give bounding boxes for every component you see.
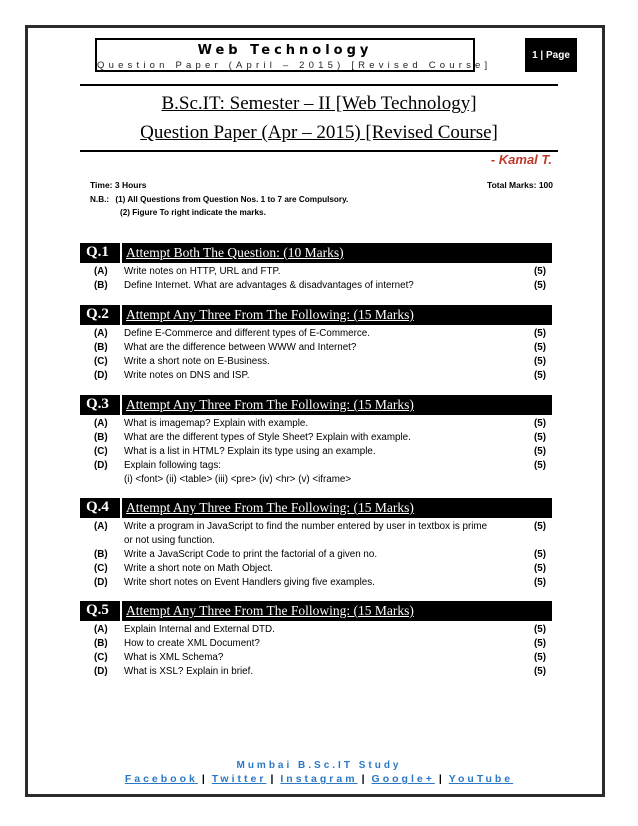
item-label: (D): [94, 370, 108, 381]
item-text: Define Internet. What are advantages & disadvantages of internet?: [124, 280, 414, 291]
item-text: Write notes on DNS and ISP.: [124, 370, 250, 381]
author-signature: - Kamal T.: [490, 152, 552, 167]
item-marks: (5): [534, 356, 546, 367]
item-text: What are the difference between WWW and Internet?: [124, 342, 357, 353]
item-text: How to create XML Document?: [124, 638, 260, 649]
item-text: What is a list in HTML? Explain its type using an example.: [124, 446, 376, 457]
running-header: [95, 38, 492, 72]
item-marks: (5): [534, 370, 546, 381]
item-label: (A): [94, 624, 108, 635]
item-marks: (5): [534, 666, 546, 677]
item-label: (B): [94, 638, 108, 649]
item-label: (A): [94, 328, 108, 339]
item-marks: (5): [534, 280, 546, 291]
question-header: [80, 243, 552, 263]
item-marks: (5): [534, 418, 546, 429]
item-text: Explain Internal and External DTD.: [124, 624, 275, 635]
item-label: (A): [94, 418, 108, 429]
question-title: Attempt Any Three From The Following: (15 Marks): [126, 603, 414, 618]
item-label: (D): [94, 460, 108, 471]
question-number: Q.1: [86, 244, 109, 260]
question-number: Q.4: [86, 499, 109, 515]
footer-separator: |: [438, 773, 445, 785]
item-text: Explain following tags:: [124, 460, 221, 471]
question-divider: [120, 498, 122, 518]
page-number-badge: 1 | Page: [525, 38, 577, 72]
question-title: Attempt Any Three From The Following: (15 Marks): [126, 397, 414, 412]
question-header: [80, 395, 552, 415]
item-marks: (5): [534, 432, 546, 443]
total-marks-info: Total Marks: 100: [487, 180, 553, 190]
question-header: [80, 305, 552, 325]
item-text-continued: or not using function.: [124, 534, 215, 546]
item-marks: (5): [534, 638, 546, 649]
item-marks: (5): [534, 446, 546, 457]
item-label: (C): [94, 563, 108, 574]
item-text: Write a short note on Math Object.: [124, 563, 274, 574]
footer-brand: Mumbai B.Sc.IT Study: [236, 760, 402, 771]
item-label: (B): [94, 342, 108, 353]
item-marks: (5): [534, 266, 546, 277]
question-divider: [120, 305, 122, 325]
doc-title-line1: B.Sc.IT: Semester – II [Web Technology]: [161, 93, 477, 114]
nb-line2: (2) Figure To right indicate the marks.: [120, 208, 266, 217]
question-number: Q.2: [86, 306, 109, 322]
doc-title-line2: Question Paper (Apr – 2015) [Revised Course]: [140, 122, 498, 143]
header-title: Web Technology: [197, 43, 373, 58]
time-info: Time: 3 Hours: [90, 180, 147, 190]
question-number: Q.3: [86, 396, 109, 412]
facebook-link[interactable]: Facebook: [124, 773, 198, 785]
item-label: (C): [94, 652, 108, 663]
item-text: Write notes on HTTP, URL and FTP.: [124, 266, 281, 277]
footer-separator: |: [201, 773, 208, 785]
item-text: Define E-Commerce and different types of E-Commerce.: [124, 328, 370, 339]
item-text: What is XML Schema?: [124, 652, 224, 663]
item-text: Write a short note on E-Business.: [124, 356, 270, 367]
item-marks: (5): [534, 563, 546, 574]
item-text-continued: (i) <font> (ii) <table> (iii) <pre> (iv) <hr> (v) <iframe>: [124, 473, 352, 485]
item-marks: (5): [534, 577, 546, 588]
item-label: (D): [94, 577, 108, 588]
instructions: [90, 195, 348, 217]
item-label: (C): [94, 446, 108, 457]
item-label: (C): [94, 356, 108, 367]
item-text: Write short notes on Event Handlers giving five examples.: [124, 577, 375, 588]
item-marks: (5): [534, 342, 546, 353]
item-text: What is imagemap? Explain with example.: [124, 418, 309, 429]
item-marks: (5): [534, 624, 546, 635]
item-marks: (5): [534, 328, 546, 339]
question-divider: [120, 395, 122, 415]
item-label: (B): [94, 549, 108, 560]
header-subtitle: Question Paper (April – 2015) [Revised Course]: [97, 60, 492, 71]
twitter-link[interactable]: Twitter: [211, 773, 267, 785]
footer-separator: |: [361, 773, 368, 785]
youtube-link[interactable]: YouTube: [448, 773, 514, 785]
item-label: (A): [94, 266, 108, 277]
question-number: Q.5: [86, 602, 109, 618]
item-text: What is XSL? Explain in brief.: [124, 666, 254, 677]
item-label: (D): [94, 666, 108, 677]
item-label: (B): [94, 280, 108, 291]
item-text: Write a program in JavaScript to find the number entered by user in textbox is prime: [124, 521, 488, 532]
nb-line1: (1) All Questions from Question Nos. 1 to 7 are Compulsory.: [115, 195, 349, 204]
item-marks: (5): [534, 652, 546, 663]
question-title: Attempt Any Three From The Following: (15 Marks): [126, 500, 414, 515]
question-divider: [120, 243, 122, 263]
item-text: Write a JavaScript Code to print the factorial of a given no.: [124, 549, 378, 560]
question-divider: [120, 601, 122, 621]
question-title: Attempt Any Three From The Following: (15 Marks): [126, 307, 414, 322]
question-header: [80, 601, 552, 621]
item-marks: (5): [534, 521, 546, 532]
item-marks: (5): [534, 549, 546, 560]
nb-label: N.B.:: [90, 195, 110, 204]
footer-separator: |: [270, 773, 277, 785]
title-rule-top: [80, 84, 558, 86]
instagram-link[interactable]: Instagram: [280, 773, 358, 785]
question-title: Attempt Both The Question: (10 Marks): [126, 245, 344, 260]
item-marks: (5): [534, 460, 546, 471]
item-label: (A): [94, 521, 108, 532]
google-plus-link[interactable]: Google+: [371, 773, 435, 785]
item-label: (B): [94, 432, 108, 443]
question-header: [80, 498, 552, 518]
item-text: What are the different types of Style Sheet? Explain with example.: [124, 432, 411, 443]
title-rule-bottom: [80, 150, 558, 152]
footer-social-links: [0, 773, 638, 785]
